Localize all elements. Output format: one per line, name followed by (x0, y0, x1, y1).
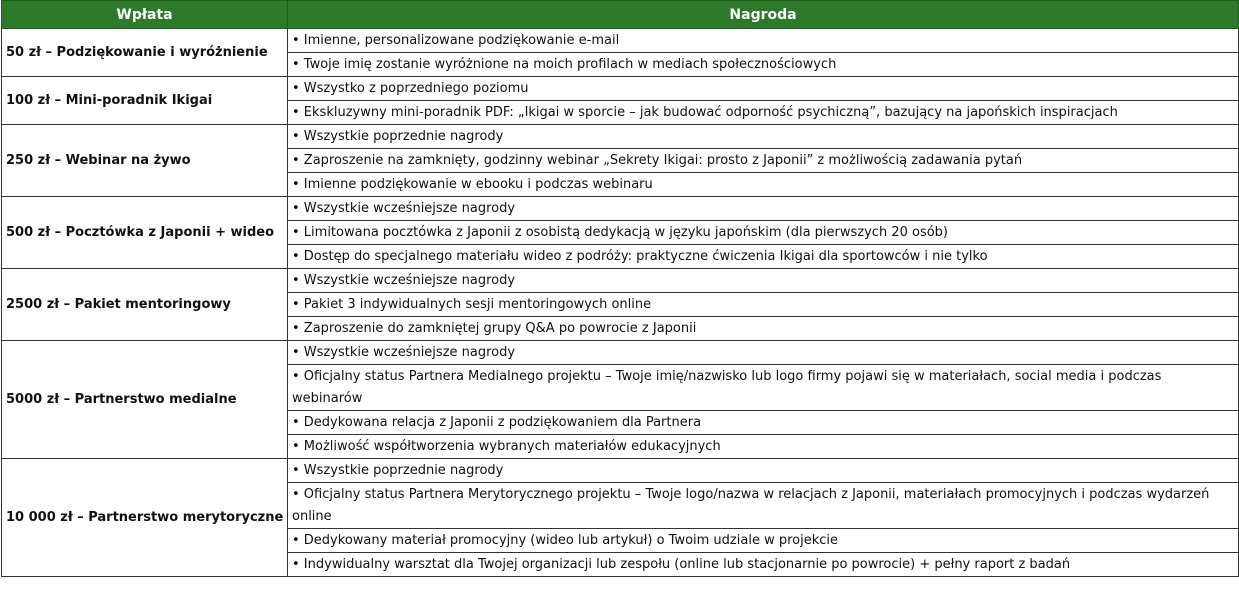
tier-label: 50 zł – Podziękowanie i wyróżnienie (2, 29, 288, 77)
table-row (2, 459, 1239, 483)
tier-label: 500 zł – Pocztówka z Japonii + wideo (2, 197, 288, 269)
tier-label: 100 zł – Mini-poradnik Ikigai (2, 77, 288, 125)
reward-item: • Wszystkie poprzednie nagrody (288, 125, 1239, 149)
reward-item: • Wszystkie wcześniejsze nagrody (288, 269, 1239, 293)
table-row (2, 29, 1239, 53)
reward-item: • Oficjalny status Partnera Merytorycznego projektu – Twoje logo/nazwa w relacjach z Japonii, materiałach promocyjnych i podczas wydarzeń online (288, 483, 1239, 529)
reward-item: • Twoje imię zostanie wyróżnione na moich profilach w mediach społecznościowych (288, 53, 1239, 77)
tier-label: 250 zł – Webinar na żywo (2, 125, 288, 197)
table-row (2, 197, 1239, 221)
table-row (2, 125, 1239, 149)
reward-item: • Limitowana pocztówka z Japonii z osobistą dedykacją w języku japońskim (dla pierwszych 20 osób) (288, 221, 1239, 245)
reward-item: • Dedykowany materiał promocyjny (wideo lub artykuł) o Twoim udziale w projekcie (288, 529, 1239, 553)
reward-item: • Możliwość współtworzenia wybranych materiałów edukacyjnych (288, 435, 1239, 459)
reward-item: • Wszystkie poprzednie nagrody (288, 459, 1239, 483)
tier-label: 10 000 zł – Partnerstwo merytoryczne (2, 459, 288, 577)
reward-item: • Oficjalny status Partnera Medialnego projektu – Twoje imię/nazwisko lub logo firmy pojawi się w materiałach, social media i podczas webinarów (288, 365, 1239, 411)
reward-item: • Imienne, personalizowane podziękowanie e-mail (288, 29, 1239, 53)
header-reward: Nagroda (288, 1, 1239, 29)
table-row (2, 269, 1239, 293)
header-contribution: Wpłata (2, 1, 288, 29)
reward-item: • Wszystko z poprzedniego poziomu (288, 77, 1239, 101)
reward-item: • Wszystkie wcześniejsze nagrody (288, 197, 1239, 221)
table-body (2, 29, 1239, 577)
rewards-table (1, 0, 1239, 577)
reward-item: • Pakiet 3 indywidualnych sesji mentoringowych online (288, 293, 1239, 317)
reward-item: • Wszystkie wcześniejsze nagrody (288, 341, 1239, 365)
reward-item: • Imienne podziękowanie w ebooku i podczas webinaru (288, 173, 1239, 197)
reward-item: • Dedykowana relacja z Japonii z podziękowaniem dla Partnera (288, 411, 1239, 435)
tier-label: 5000 zł – Partnerstwo medialne (2, 341, 288, 459)
reward-item: • Zaproszenie do zamkniętej grupy Q&A po powrocie z Japonii (288, 317, 1239, 341)
tier-label: 2500 zł – Pakiet mentoringowy (2, 269, 288, 341)
table-row (2, 341, 1239, 365)
reward-item: • Zaproszenie na zamknięty, godzinny webinar „Sekrety Ikigai: prosto z Japonii” z możliwością zadawania pytań (288, 149, 1239, 173)
table-row (2, 77, 1239, 101)
reward-item: • Indywidualny warsztat dla Twojej organizacji lub zespołu (online lub stacjonarnie po powrocie) + pełny raport z badań (288, 553, 1239, 577)
reward-item: • Ekskluzywny mini-poradnik PDF: „Ikigai w sporcie – jak budować odporność psychiczną”, bazujący na japońskich inspiracjach (288, 101, 1239, 125)
reward-item: • Dostęp do specjalnego materiału wideo z podróży: praktyczne ćwiczenia Ikigai dla sportowców i nie tylko (288, 245, 1239, 269)
header-row (2, 1, 1239, 29)
